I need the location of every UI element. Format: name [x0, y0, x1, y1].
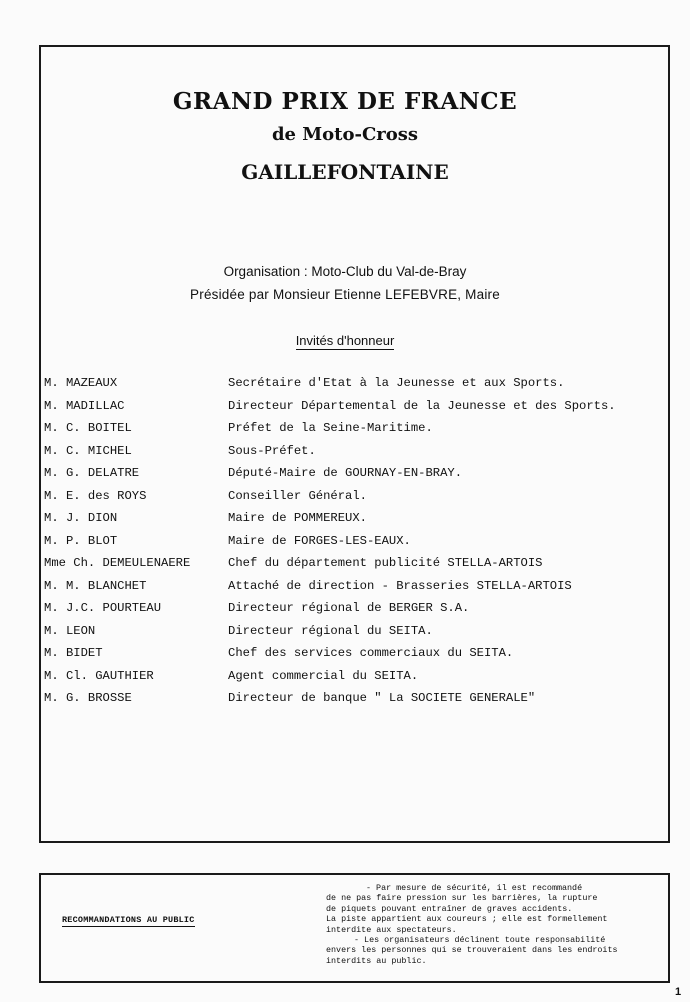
- table-row: [44, 555, 664, 578]
- table-row: [44, 690, 664, 713]
- table-row: [44, 398, 664, 421]
- recommendation-line: de ne pas faire pression sur les barrières, la rupture: [326, 893, 598, 904]
- guest-role: Préfet de la Seine-Maritime.: [228, 421, 433, 435]
- table-row: [44, 623, 664, 646]
- recommendations-text: [326, 883, 660, 966]
- guests-heading: [0, 333, 690, 348]
- guest-name: M. E. des ROYS: [44, 488, 147, 503]
- guest-name: M. MADILLAC: [44, 398, 125, 413]
- guest-role: Secrétaire d'Etat à la Jeunesse et aux Sports.: [228, 376, 565, 390]
- guest-role: Chef des services commerciaux du SEITA.: [228, 646, 514, 660]
- page-subtitle: de Moto-Cross: [271, 124, 419, 145]
- table-row: [44, 645, 664, 668]
- guest-role: Maire de POMMEREUX.: [228, 511, 367, 525]
- guest-role: Député-Maire de GOURNAY-EN-BRAY.: [228, 466, 463, 480]
- guest-name: M. J.C. POURTEAU: [44, 601, 162, 615]
- table-row: [44, 578, 664, 601]
- page-title: GRAND PRIX DE FRANCE: [172, 88, 518, 115]
- guest-name: M. P. BLOT: [44, 533, 118, 548]
- recommendation-line: envers les personnes qui se trouveraient dans les endroits: [326, 945, 618, 956]
- guest-role: Directeur régional du SEITA.: [228, 623, 433, 638]
- guest-role: Conseiller Général.: [228, 488, 367, 503]
- recommendation-line: interdits au public.: [326, 955, 427, 966]
- guest-name: M. G. BROSSE: [44, 691, 132, 705]
- guest-name: M. Cl. GAUTHIER: [44, 668, 154, 683]
- guest-name: M. LEON: [44, 623, 96, 638]
- recommendation-line: La piste appartient aux coureurs ; elle est formellement: [326, 914, 608, 925]
- table-row: [44, 668, 664, 691]
- guest-list: [44, 375, 664, 713]
- guest-role: Attaché de direction - Brasseries STELLA-ARTOIS: [228, 578, 572, 593]
- table-row: [44, 600, 664, 623]
- guest-role: Agent commercial du SEITA.: [228, 668, 419, 683]
- table-row: [44, 420, 664, 443]
- guest-name: M. C. BOITEL: [44, 421, 132, 435]
- guest-role: Sous-Préfet.: [228, 443, 316, 458]
- table-row: [44, 510, 664, 533]
- president-line: Présidée par Monsieur Etienne LEFEBVRE, Maire: [190, 287, 500, 302]
- guests-heading-text: Invités d'honneur: [295, 333, 395, 348]
- guest-name: M. J. DION: [44, 511, 118, 525]
- guest-role: Directeur de banque " La SOCIETE GENERALE": [228, 691, 536, 705]
- recommendations-label: RECOMMANDATIONS AU PUBLIC: [62, 915, 195, 925]
- recommendation-line: - Les organisateurs déclinent toute responsabilité: [354, 935, 606, 946]
- event-location: GAILLEFONTAINE: [241, 160, 449, 184]
- recommendation-line: - Par mesure de sécurité, il est recommandé: [366, 883, 583, 893]
- guest-role: Directeur Départemental de la Jeunesse et des Sports.: [228, 398, 616, 413]
- table-row: [44, 443, 664, 466]
- guest-role: Directeur régional de BERGER S.A.: [228, 601, 470, 615]
- guest-role: Chef du département publicité STELLA-ARTOIS: [228, 556, 543, 570]
- page-number: 1: [675, 986, 682, 998]
- recommendation-line: de piquets pouvant entraîner de graves accidents.: [326, 903, 573, 914]
- table-row: [44, 375, 664, 398]
- guest-role: Maire de FORGES-LES-EAUX.: [228, 533, 411, 548]
- table-row: [44, 488, 664, 511]
- table-row: [44, 465, 664, 488]
- table-row: [44, 533, 664, 556]
- guest-name: Mme Ch. DEMEULENAERE: [44, 556, 191, 570]
- guest-name: M. G. DELATRE: [44, 466, 140, 480]
- guest-name: M. BIDET: [44, 646, 103, 660]
- organisation-line: Organisation : Moto-Club du Val-de-Bray: [223, 264, 467, 279]
- recommendation-line: interdite aux spectateurs.: [326, 924, 457, 935]
- guest-name: M. C. MICHEL: [44, 443, 132, 458]
- guest-name: M. MAZEAUX: [44, 376, 118, 390]
- guest-name: M. M. BLANCHET: [44, 578, 147, 593]
